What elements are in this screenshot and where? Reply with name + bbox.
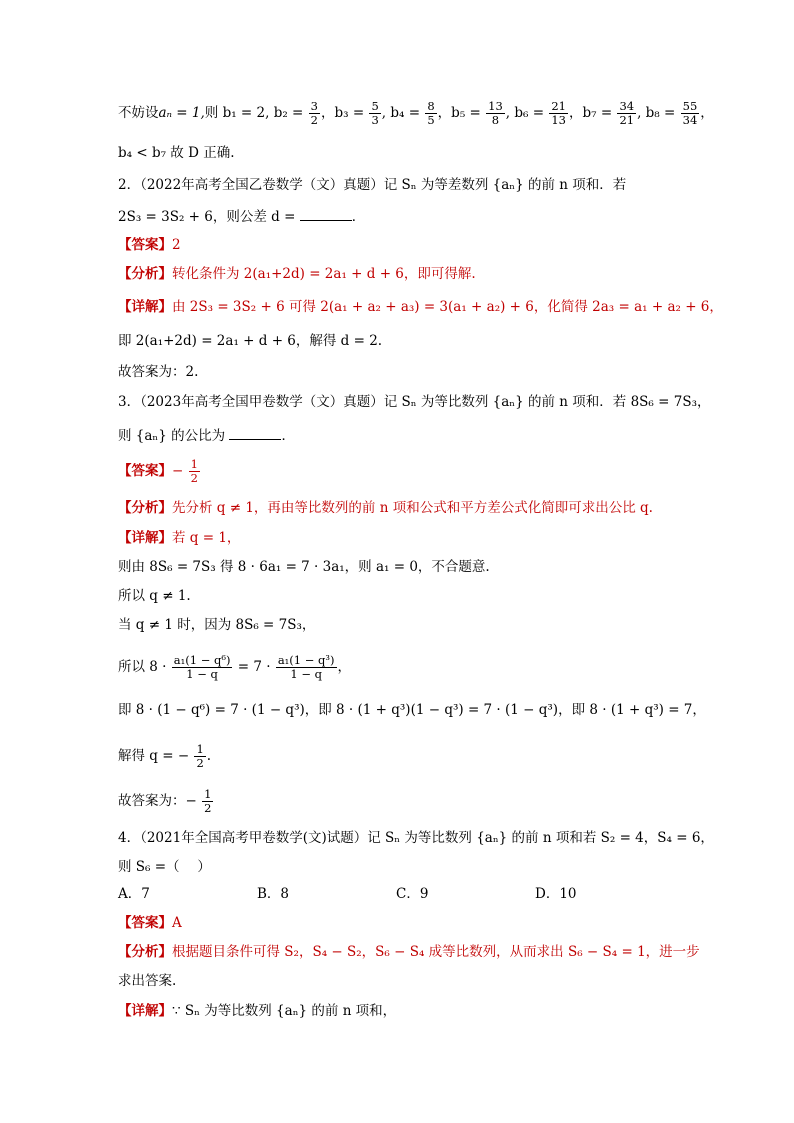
q3-analysis: 【分析】先分析 q ≠ 1，再由等比数列的前 n 项和公式和平方差公式化简即可求出公比 q.	[118, 500, 653, 516]
q4-options	[118, 884, 674, 904]
q3-detail-7: 解得 q = − $\frac{1}{2}$ .	[118, 742, 212, 770]
fraction-half-3: $\frac{1}{2}$	[204, 787, 212, 815]
q3-detail-3: 所以 q ≠ 1.	[118, 588, 191, 604]
fraction-b6: $\frac{21}{13}$	[551, 99, 566, 127]
q3-detail-6: 即 8 · (1 − q⁶) = 7 · (1 − q³)，即 8 · (1 + q³)(1 − q³) = 7 · (1 − q³)，即 8 · (1 + q³) = 7，	[118, 702, 706, 718]
q2-stem-line-1: 2．（2022年高考全国乙卷数学（文）真题）记 Sₙ 为等差数列 {aₙ} 的前 n 项和．若	[118, 177, 627, 193]
q4-detail-1: 【详解】∵ Sₙ 为等比数列 {aₙ} 的前 n 项和，	[118, 1003, 397, 1019]
q2-detail-1: 【详解】由 2S₃ = 3S₂ + 6 可得 2(a₁ + a₂ + a₃) = 3(a₁ + a₂) + 6，化简得 2a₃ = a₁ + a₂ + 6，	[118, 299, 723, 315]
q3-answer: 【答案】− $\frac{1}{2}$	[118, 457, 198, 485]
q3-stem-line-1: 3．（2023年高考全国甲卷数学（文）真题）记 Sₙ 为等比数列 {aₙ} 的前 n 项和．若 8S₆ = 7S₃，	[118, 394, 711, 410]
fraction-b4: $\frac{8}{5}$	[427, 99, 435, 127]
fraction-s3: $\frac{\text{a₁(1 − q³)}}{1 - q}$	[277, 653, 335, 681]
q3-detail-4: 当 q ≠ 1 时，因为 8S₆ = 7S₃，	[118, 617, 316, 633]
q3-detail-5: 所以 8 · $\frac{\text{a₁(1 − q⁶)}}{1 - q}$ = 7 · $\frac{\text{a₁(1 − q³)}}{1 - q}$ ，	[118, 653, 352, 681]
q4-answer: 【答案】A	[118, 915, 182, 931]
q2-detail-2: 即 2(a₁+2d) = 2a₁ + d + 6，解得 d = 2.	[118, 333, 383, 349]
fraction-b8: $\frac{55}{34}$	[682, 99, 698, 127]
option-a: A．7	[118, 886, 150, 902]
solution-line-1: 不妨设aₙ = 1,则 b₁ = 2, b₂ = $\frac{3}{2}$ ，b₃ = $\frac{5}{3}$ , b₄ = $\frac{8}{5}$ ，b₅ = $\frac{13}{8}$ , b₆ = $\frac{21}{13}$ ，b₇ = $\frac{34}{21}$ , b₈ = $\frac{55}{34}$ ，	[118, 99, 714, 127]
q3-stem-line-2: 则 {aₙ} 的公比为 ．	[118, 425, 295, 446]
solution-line-2: b₄ < b₇ 故 D 正确.	[118, 145, 235, 161]
q2-answer: 【答案】2	[118, 237, 181, 253]
q4-stem-line-2: 则 S₆ =（ ）	[118, 859, 211, 875]
q3-final: 故答案为：− $\frac{1}{2}$	[118, 787, 212, 815]
q3-detail-1: 【详解】若 q = 1，	[118, 530, 241, 546]
fraction-b2: $\frac{3}{2}$	[310, 99, 318, 127]
q4-analysis-1: 【分析】根据题目条件可得 S₂，S₄ − S₂，S₆ − S₄ 成等比数列，从而求出 S₆ − S₄ = 1，进一步	[118, 944, 700, 960]
option-b: B．8	[257, 886, 290, 902]
option-d: D．10	[535, 886, 577, 902]
option-c: C．9	[396, 886, 429, 902]
q2-stem-line-2: 2S₃ = 3S₂ + 6，则公差 d = ．	[118, 206, 365, 227]
fraction-s6: $\frac{\text{a₁(1 − q⁶)}}{1 - q}$	[173, 653, 231, 681]
q4-stem-line-1: 4．（2021年全国高考甲卷数学(文)试题）记 Sₙ 为等比数列 {aₙ} 的前 n 项和若 S₂ = 4，S₄ = 6，	[118, 830, 714, 846]
q2-final: 故答案为：2.	[118, 364, 199, 380]
q4-analysis-2: 求出答案.	[118, 973, 177, 989]
fraction-half: $\frac{1}{2}$	[190, 457, 198, 485]
q3-answer-blank	[229, 425, 281, 440]
fraction-b5: $\frac{13}{8}$	[488, 99, 503, 127]
q2-analysis: 【分析】转化条件为 2(a₁+2d) = 2a₁ + d + 6，即可得解.	[118, 266, 476, 282]
q2-answer-blank	[300, 206, 352, 221]
q3-detail-2: 则由 8S₆ = 7S₃ 得 8 · 6a₁ = 7 · 3a₁，则 a₁ = 0，不合题意.	[118, 559, 490, 575]
fraction-half-2: $\frac{1}{2}$	[196, 742, 204, 770]
fraction-b7: $\frac{34}{21}$	[619, 99, 635, 127]
fraction-b3: $\frac{5}{3}$	[371, 99, 379, 127]
